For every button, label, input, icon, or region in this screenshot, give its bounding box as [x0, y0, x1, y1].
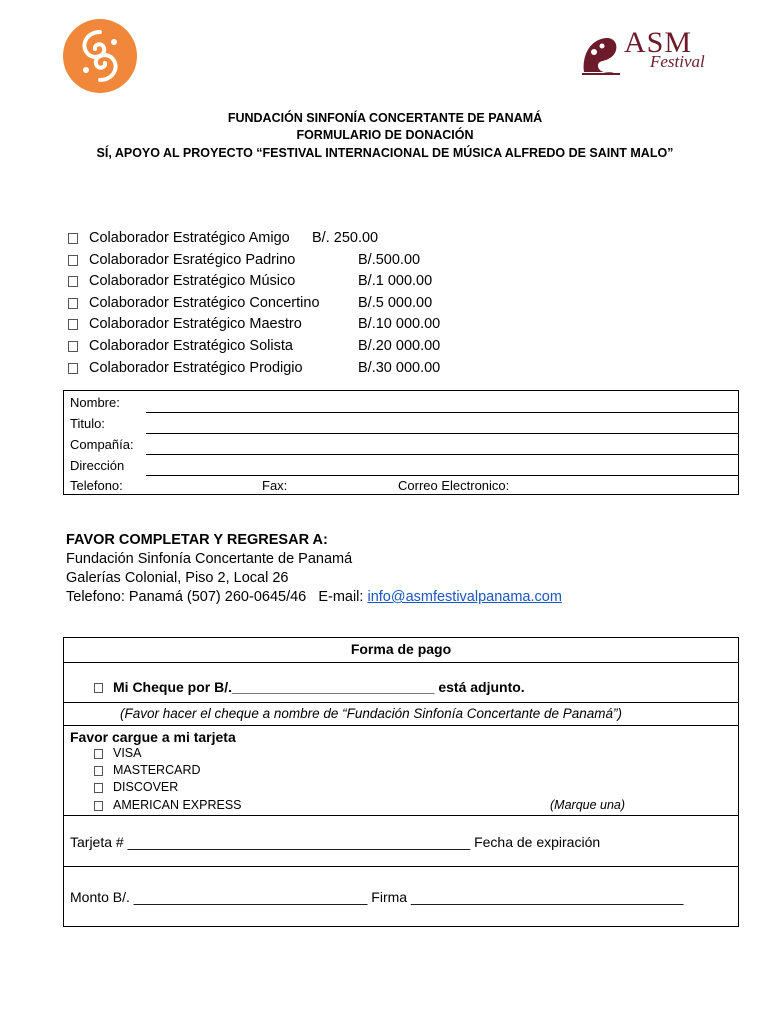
compania-line[interactable] [146, 454, 738, 455]
phone-text: Telefono: Panamá (507) 260-0645/46 E-mail: [66, 589, 368, 605]
return-line-2: Galerías Colonial, Piso 2, Local 26 [66, 570, 289, 586]
checkbox[interactable] [94, 683, 103, 693]
level-amount: B/.5 000.00 [358, 294, 433, 311]
titulo-line[interactable] [146, 433, 738, 434]
payment-title: Forma de pago [350, 641, 452, 657]
payment-box [63, 637, 739, 927]
direccion-label: Dirección [70, 458, 125, 473]
level-amount: B/.30 000.00 [358, 359, 441, 376]
nombre-line[interactable] [146, 412, 738, 413]
cheque-note: (Favor hacer el cheque a nombre de “Fundación Sinfonía Concertante de Panamá”) [120, 706, 623, 721]
card-visa [94, 746, 142, 760]
fundacion-logo-icon [62, 18, 138, 94]
divider [64, 815, 738, 816]
organization-title: FUNDACIÓN SINFONÍA CONCERTANTE DE PANAMÁ [227, 111, 543, 125]
card-title: Favor cargue a mi tarjeta [70, 729, 236, 745]
titulo-label: Titulo: [70, 416, 105, 431]
card-label: DISCOVER [113, 780, 179, 794]
checkbox[interactable] [68, 276, 78, 287]
level-name: Colaborador Estratégico Músico [89, 273, 296, 290]
divider [64, 662, 738, 663]
card-label: VISA [113, 746, 142, 760]
fax-label: Fax: [262, 478, 288, 493]
level-amount: B/.10 000.00 [358, 316, 441, 333]
level-name: Colaborador Esratégico Padrino [89, 251, 296, 268]
return-title: FAVOR COMPLETAR Y REGRESAR A: [66, 532, 328, 548]
return-address [66, 531, 562, 607]
level-name: Colaborador Estratégico Amigo [89, 230, 290, 246]
checkbox[interactable] [68, 255, 78, 266]
checkbox[interactable] [94, 766, 103, 776]
level-amount: B/.500.00 [358, 251, 421, 268]
return-line-1: Fundación Sinfonía Concertante de Panamá [66, 551, 353, 567]
email-link[interactable]: info@asmfestivalpanama.com [367, 589, 562, 605]
checkbox[interactable] [68, 363, 78, 374]
level-name: Colaborador Estratégico Maestro [89, 316, 302, 333]
return-line-3 [66, 588, 562, 607]
level-amount: B/. 250.00 [312, 230, 379, 246]
cheque-text: Mi Cheque por B/.__________________________ está adjunto. [113, 679, 525, 695]
telefono-label: Telefono: [70, 478, 123, 493]
checkbox[interactable] [68, 298, 78, 309]
compania-label: Compañía: [70, 437, 134, 452]
cheque-option [94, 679, 525, 695]
marque-note: (Marque una) [550, 798, 626, 812]
correo-label: Correo Electronico: [398, 478, 510, 493]
level-amount: B/.1 000.00 [358, 273, 433, 290]
festival-logo-text: Festival [650, 52, 705, 71]
amount-signature-field[interactable]: Monto B/. ______________________________ Firma ___________________________________ [70, 889, 684, 905]
project-title: SÍ, APOYO AL PROYECTO “FESTIVAL INTERNACIONAL DE MÚSICA ALFREDO DE SAINT MALO” [96, 146, 674, 160]
level-name: Colaborador Estratégico Solista [89, 337, 293, 354]
checkbox[interactable] [68, 341, 78, 352]
level-name: Colaborador Estratégico Concertino [89, 294, 320, 311]
divider [64, 702, 738, 703]
divider [64, 725, 738, 726]
level-amount: B/.20 000.00 [358, 337, 441, 354]
card-mastercard [94, 763, 201, 777]
direccion-line[interactable] [146, 475, 738, 476]
checkbox[interactable] [94, 749, 103, 759]
checkbox[interactable] [68, 319, 78, 330]
checkbox[interactable] [94, 783, 103, 793]
nombre-label: Nombre: [70, 395, 120, 410]
form-title: FORMULARIO DE DONACIÓN [296, 128, 474, 142]
asm-logo-text: ASM [624, 26, 693, 59]
checkbox[interactable] [94, 801, 103, 811]
card-amex [94, 798, 242, 812]
level-name: Colaborador Estratégico Prodigio [89, 359, 303, 376]
divider [64, 866, 738, 867]
contact-info-box [63, 390, 739, 495]
card-label: AMERICAN EXPRESS [113, 798, 242, 812]
card-label: MASTERCARD [113, 763, 201, 777]
card-discover [94, 780, 178, 794]
checkbox[interactable] [68, 233, 78, 244]
card-number-field[interactable]: Tarjeta # ____________________________________________ Fecha de expiración [70, 834, 601, 850]
